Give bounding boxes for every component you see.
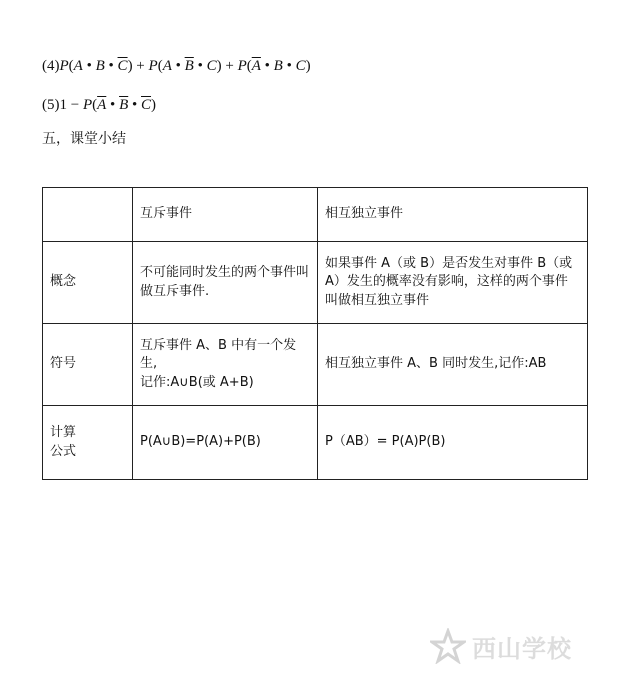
summary-heading: 五，课堂小结: [42, 131, 126, 147]
star-logo-icon: [430, 628, 466, 664]
header-cell-mutually-exclusive: 互斥事件: [133, 188, 318, 242]
table-row-concept: [43, 242, 588, 324]
table-row-formula: [43, 406, 588, 480]
concept-independent: 如果事件 A（或 B）是否发生对事件 B（或 A）发生的概率没有影响，这样的两个事件叫做相互独立事件: [318, 242, 588, 324]
symbol-mutually-exclusive: [133, 324, 318, 406]
header-cell-independent: 相互独立事件: [318, 188, 588, 242]
header-cell-empty: [43, 188, 133, 242]
watermark-text: 西山学校: [472, 634, 572, 663]
symbol-independent: 相互独立事件 A、B 同时发生,记作:AB: [318, 324, 588, 406]
table-header-row: [43, 188, 588, 242]
formula-4-prefix: (4): [42, 58, 60, 74]
formula-5: $(5)1 - P(\overline{A}$ • $\overline{B}$ • $\overline{C}$): [42, 97, 157, 113]
row-label-concept: 概念: [43, 242, 133, 324]
formula-5-prefix: (5)1 −: [42, 97, 83, 113]
row-label-formula: [43, 406, 133, 480]
watermark: [430, 628, 572, 664]
row-label-formula-line2: 公式: [50, 443, 77, 459]
concept-mutually-exclusive: 不可能同时发生的两个事件叫做互斥事件.: [133, 242, 318, 324]
row-label-formula-line1: 计算: [50, 425, 77, 441]
row-label-symbol: 符号: [43, 324, 133, 406]
symbol-mutually-exclusive-line2: 记作:A∪B(或 A+B): [140, 374, 254, 390]
formula-4: (4)P(A • B • $\overline{C}) + P(A$ • $\overline{B}$ • $C) + P(\overline{A}$ • B • C): [42, 58, 311, 74]
symbol-mutually-exclusive-line1: 互斥事件 A、B 中有一个发生,: [140, 338, 297, 372]
formula-mutually-exclusive: P(A∪B)=P(A)+P(B): [133, 406, 318, 480]
table-row-symbol: [43, 324, 588, 406]
formula-independent: P（AB）= P(A)P(B): [318, 406, 588, 480]
summary-table: [42, 187, 588, 480]
